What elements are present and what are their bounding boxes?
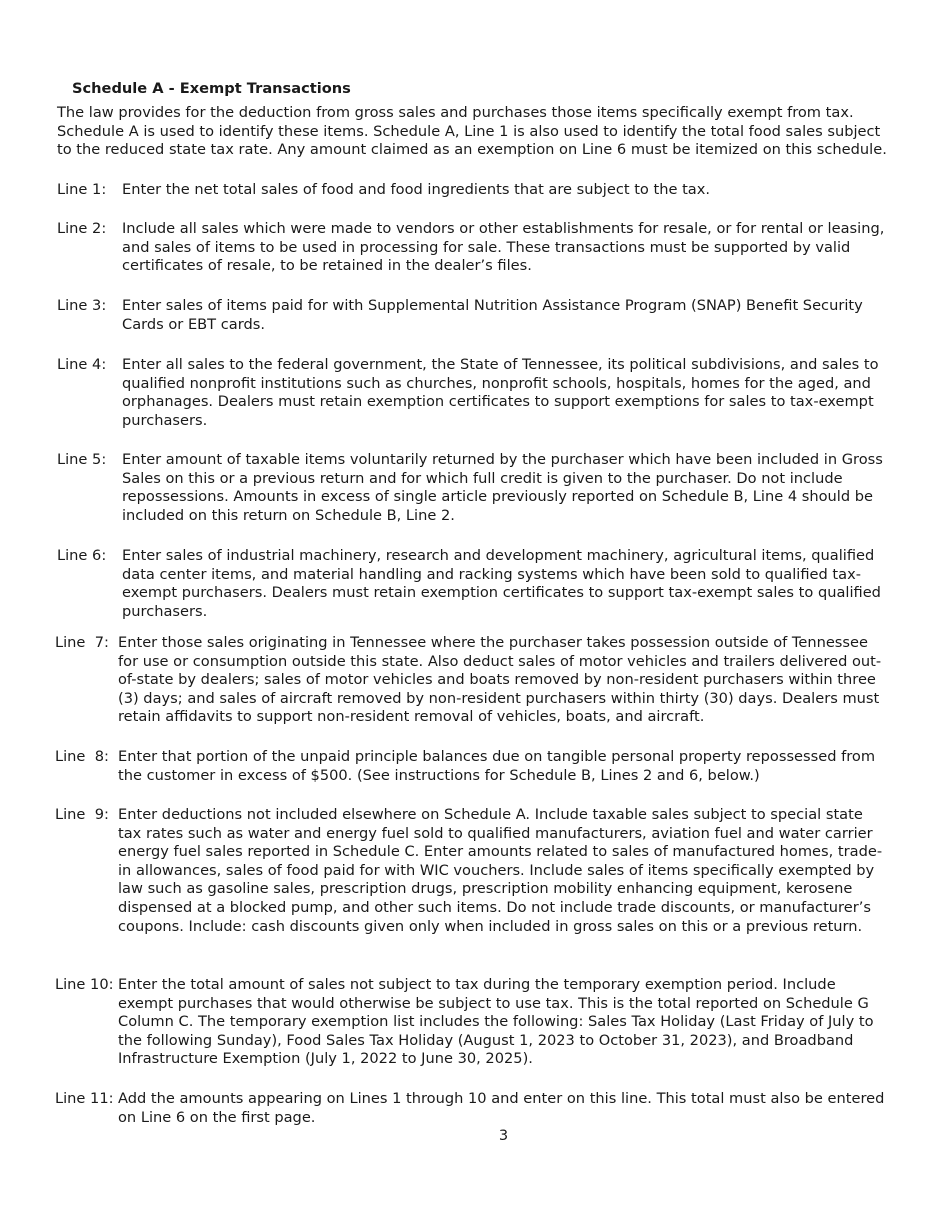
line-label: Line 10: (55, 976, 114, 993)
line-text: Enter the net total sales of food and food ingredients that are subject to the tax. (122, 181, 711, 198)
line-text: Add the amounts appearing on Lines 1 through 10 and enter on this line. This total must also be entered on Line 6 on the first page. (118, 1090, 885, 1126)
line-label: Line 9: (55, 806, 109, 823)
line-item-4 (57, 356, 892, 430)
line-item-11 (55, 1090, 890, 1127)
line-label: Line 2: (57, 220, 107, 237)
page-number: 3 (498, 1127, 509, 1144)
line-label: Line 7: (55, 634, 109, 651)
line-text: Enter deductions not included elsewhere on Schedule A. Include taxable sales subject to special state tax rates such as water and energy fuel sold to qualified manufacturers, aviation fuel and water carrier energy fuel sales reported in Schedule C. Enter amounts related to sales of manufactured homes, trade-in allowances, sales of food paid for with WIC vouchers. Include sales of items specifically exempted by law such as gasoline sales, prescription drugs, prescription mobility enhancing equipment, kerosene dispensed at a blocked pump, and other such items. Do not include trade discounts, or manufacturer’s coupons. Include: cash discounts given only when included in gross sales on this or a previous return. (118, 806, 883, 935)
line-label: Line 8: (55, 748, 109, 765)
line-text: Include all sales which were made to vendors or other establishments for resale, or for rental or leasing, and sales of items to be used in processing for sale. These transactions must be supported by valid certificates of resale, to be retained in the dealer’s files. (122, 220, 885, 275)
line-text: Enter the total amount of sales not subject to tax during the temporary exemption period. Include exempt purchases that would otherwise be subject to use tax. This is the total reported on Schedule G Column C. The temporary exemption list includes the following: Sales Tax Holiday (Last Friday of July to the following Sunday), Food Sales Tax Holiday (August 1, 2023 to October 31, 2023), and Broadband Infrastructure Exemption (July 1, 2022 to June 30, 2025). (118, 976, 874, 1068)
line-item-1 (57, 181, 892, 200)
line-item-5 (57, 451, 892, 525)
line-label: Line 5: (57, 451, 107, 468)
line-text: Enter those sales originating in Tennessee where the purchaser takes possession outside of Tennessee for use or consumption outside this state. Also deduct sales of motor vehicles and trailers delivered out-of-state by dealers; sales of motor vehicles and boats removed by non-resident purchasers within three (3) days; and sales of aircraft removed by non-resident purchasers within thirty (30) days. Dealers must retain affidavits to support non-resident removal of vehicles, boats, and aircraft. (118, 634, 882, 726)
line-item-3 (57, 297, 892, 334)
line-text: Enter sales of industrial machinery, research and development machinery, agricultural items, qualified data center items, and material handling and racking systems which have been sold to qualified tax-exempt purchasers. Dealers must retain exemption certificates to support tax-exempt sales to qualified purchasers. (122, 547, 881, 620)
line-label: Line 6: (57, 547, 107, 564)
line-text: Enter amount of taxable items voluntarily returned by the purchaser which have been included in Gross Sales on this or a previous return and for which full credit is given to the purchaser. Do not include repossessions. Amounts in excess of single article previously reported on Schedule B, Line 4 should be included on this return on Schedule B, Line 2. (122, 451, 883, 524)
intro-paragraph: The law provides for the deduction from gross sales and purchases those items specifically exempt from tax. Schedule A is used to identify these items. Schedule A, Line 1 is also used to identify the total food sales subject to the reduced state tax rate. Any amount claimed as an exemption on Line 6 must be itemized on this schedule. (57, 104, 887, 159)
line-item-2 (57, 220, 892, 276)
line-label: Line 3: (57, 297, 107, 314)
line-item-9 (55, 806, 890, 936)
line-label: Line 4: (57, 356, 107, 373)
line-text: Enter all sales to the federal government, the State of Tennessee, its political subdivisions, and sales to qualified nonprofit institutions such as churches, nonprofit schools, hospitals, homes for the aged, and orphanages. Dealers must retain exemption certificates to support exemptions for sales to tax-exempt purchasers. (122, 356, 879, 429)
line-text: Enter sales of items paid for with Supplemental Nutrition Assistance Program (SNAP) Benefit Security Cards or EBT cards. (122, 297, 863, 333)
schedule-heading: Schedule A - Exempt Transactions (72, 80, 351, 97)
line-label: Line 1: (57, 181, 107, 198)
line-item-6 (57, 547, 892, 621)
line-text: Enter that portion of the unpaid principle balances due on tangible personal property repossessed from the customer in excess of $500. (See instructions for Schedule B, Lines 2 and 6, below.) (118, 748, 876, 784)
line-item-10 (55, 976, 890, 1069)
line-item-8 (55, 748, 890, 785)
line-label: Line 11: (55, 1090, 114, 1107)
line-item-7 (55, 634, 890, 727)
